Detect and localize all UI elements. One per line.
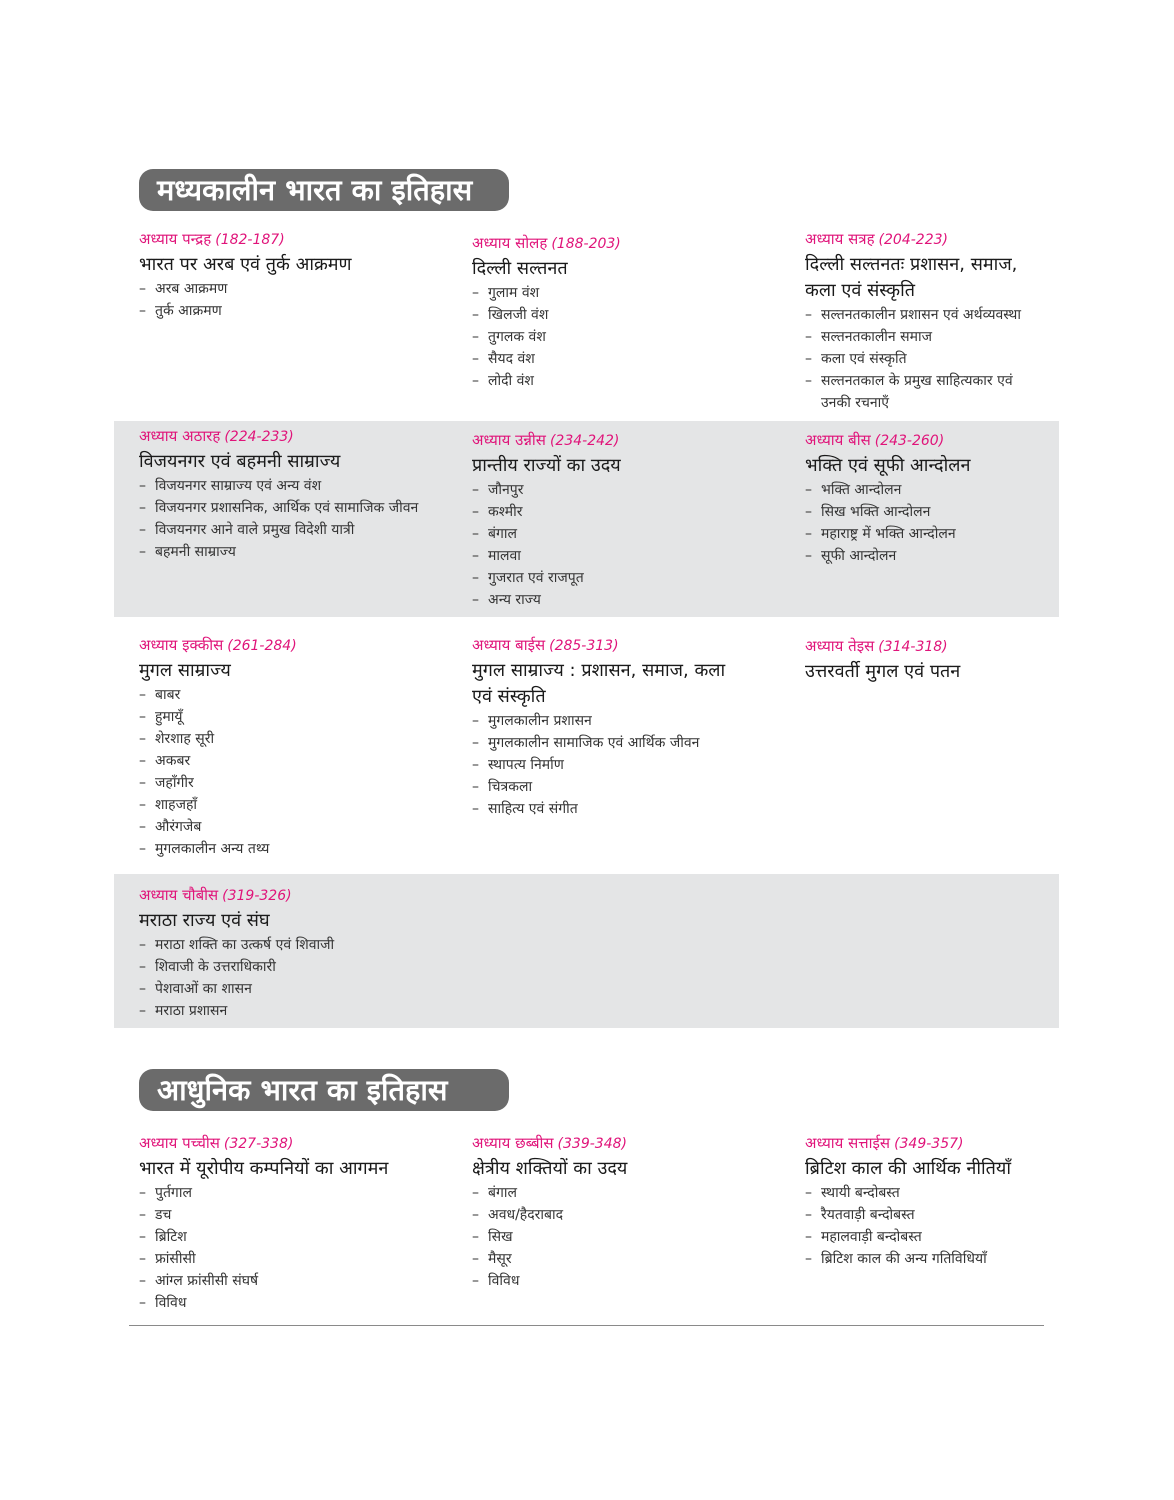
topic-item: – महालवाड़ी बन्दोबस्त [805,1226,1125,1248]
chapter-heading [472,1133,792,1153]
chapter-heading [805,229,1125,249]
topic-item: – विजयनगर आने वाले प्रमुख विदेशी यात्री [139,519,459,541]
topic-item: – मालवा [472,545,792,567]
chapter-heading [472,233,792,253]
topic-list [472,282,792,392]
chapter-title: मुगल साम्राज्य : प्रशासन, समाज, कला [472,660,726,681]
chapter-label: अध्याय बीस [805,431,871,449]
chapter-title: मुगल साम्राज्य [139,660,231,681]
topic-item: – अवध/हैदराबाद [472,1204,792,1226]
topic-item: – अरब आक्रमण [139,278,459,300]
chapter-heading [472,430,792,450]
topic-item: – फ्रांसीसी [139,1248,459,1270]
topic-item: – आंग्ल फ्रांसीसी संघर्ष [139,1270,459,1292]
topic-list [472,1182,792,1292]
topic-item: – पेशवाओं का शासन [139,978,459,1000]
chapter-label: अध्याय पच्चीस [139,1134,220,1152]
topic-item: – गुलाम वंश [472,282,792,304]
topic-list [805,304,1125,414]
chapter-block [472,635,792,820]
topic-item: – मुगलकालीन प्रशासन [472,710,792,732]
chapter-pages: (349-357) [894,1136,964,1152]
chapter-label: अध्याय चौबीस [139,886,219,904]
chapter-block [139,426,459,563]
topic-item: – सल्तनतकाल के प्रमुख साहित्यकार एवं [805,370,1125,392]
topic-item: – बहमनी साम्राज्य [139,541,459,563]
chapter-label: अध्याय सत्ताईस [805,1134,891,1152]
chapter-title: विजयनगर एवं बहमनी साम्राज्य [139,451,341,472]
topic-item: – स्थायी बन्दोबस्त [805,1182,1125,1204]
topic-item: – डच [139,1204,459,1226]
topic-item: – मराठा प्रशासन [139,1000,459,1022]
chapter-block [805,430,1125,567]
chapter-title: भक्ति एवं सूफी आन्दोलन [805,455,971,476]
chapter-label: अध्याय बाईस [472,636,546,654]
chapter-block [139,229,459,322]
chapter-title: मराठा राज्य एवं संघ [139,910,270,931]
chapter-block [805,636,1125,685]
topic-item: – स्थापत्य निर्माण [472,754,792,776]
chapter-block [472,233,792,392]
chapter-pages: (285-313) [549,638,619,654]
topic-item: – विविध [139,1292,459,1314]
topic-item: – मराठा शक्ति का उत्कर्ष एवं शिवाजी [139,934,459,956]
chapter-pages: (188-203) [551,236,621,252]
chapter-title: दिल्ली सल्तनत [472,258,568,279]
chapter-title: एवं संस्कृति [472,686,546,707]
topic-list [139,278,459,322]
chapter-pages: (314-318) [878,639,948,655]
chapter-block [139,1133,459,1314]
topic-item: – खिलजी वंश [472,304,792,326]
topic-item: – शिवाजी के उत्तराधिकारी [139,956,459,978]
topic-item: – शाहजहाँ [139,794,459,816]
topic-item: – भक्ति आन्दोलन [805,479,1125,501]
chapter-label: अध्याय इक्कीस [139,636,224,654]
chapter-pages: (234-242) [549,433,620,449]
topic-item: – शेरशाह सूरी [139,728,459,750]
bottom-divider [129,1325,1044,1326]
topic-item: – हुमायूँ [139,706,459,728]
topic-list [805,1182,1125,1270]
chapter-block [805,229,1125,414]
chapter-heading [139,1133,459,1153]
topic-item: – ब्रिटिश [139,1226,459,1248]
topic-item: – मुगलकालीन सामाजिक एवं आर्थिक जीवन [472,732,792,754]
chapter-title: दिल्ली सल्तनतः प्रशासन, समाज, [805,254,1018,275]
topic-list [139,684,459,860]
topic-item: – तुर्क आक्रमण [139,300,459,322]
chapter-label: अध्याय अठारह [139,427,221,445]
chapter-pages: (204-223) [878,232,948,248]
topic-item: – रैयतवाड़ी बन्दोबस्त [805,1204,1125,1226]
topic-item: – मैसूर [472,1248,792,1270]
topic-list [139,1182,459,1314]
chapter-heading [139,229,459,249]
topic-item: – सूफी आन्दोलन [805,545,1125,567]
chapter-title: क्षेत्रीय शक्तियों का उदय [472,1158,628,1179]
chapter-pages: (319-326) [222,888,292,904]
chapter-block [472,430,792,611]
topic-item: – मुगलकालीन अन्य तथ्य [139,838,459,860]
chapter-block [805,1133,1125,1270]
topic-item: – गुजरात एवं राजपूत [472,567,792,589]
chapter-title: कला एवं संस्कृति [805,280,916,301]
topic-item: – तुगलक वंश [472,326,792,348]
topic-item: – लोदी वंश [472,370,792,392]
topic-item: – कश्मीर [472,501,792,523]
topic-item: – बाबर [139,684,459,706]
chapter-label: अध्याय सत्रह [805,230,875,248]
topic-list [472,479,792,611]
section-heading-medieval: मध्यकालीन भारत का इतिहास [139,169,509,211]
topic-item: – सल्तनतकालीन समाज [805,326,1125,348]
chapter-block [472,1133,792,1292]
topic-item: – सैयद वंश [472,348,792,370]
topic-item: – विजयनगर साम्राज्य एवं अन्य वंश [139,475,459,497]
topic-list [139,934,459,1022]
chapter-title: उत्तरवर्ती मुगल एवं पतन [805,661,961,682]
topic-list [805,479,1125,567]
topic-item: – ब्रिटिश काल की अन्य गतिविधियाँ [805,1248,1125,1270]
topic-item: – पुर्तगाल [139,1182,459,1204]
topic-item: – विविध [472,1270,792,1292]
chapter-heading [805,636,1125,656]
chapter-heading [472,635,792,655]
topic-item: – बंगाल [472,523,792,545]
topic-item: – औरंगजेब [139,816,459,838]
chapter-heading [805,1133,1125,1153]
chapter-pages: (243-260) [874,433,945,449]
topic-item: – साहित्य एवं संगीत [472,798,792,820]
chapter-label: अध्याय तेइस [805,637,875,655]
chapter-pages: (327-338) [223,1136,294,1152]
chapter-title: भारत पर अरब एवं तुर्क आक्रमण [139,254,352,275]
chapter-pages: (339-348) [557,1136,627,1152]
section-heading-modern: आधुनिक भारत का इतिहास [139,1069,509,1111]
topic-item: – सिख [472,1226,792,1248]
chapter-heading [139,885,459,905]
chapter-label: अध्याय सोलह [472,234,548,252]
topic-item: – सिख भक्ति आन्दोलन [805,501,1125,523]
topic-list [472,710,792,820]
topic-item: – महाराष्ट्र में भक्ति आन्दोलन [805,523,1125,545]
chapter-block [139,885,459,1022]
chapter-block [139,635,459,860]
chapter-title: भारत में यूरोपीय कम्पनियों का आगमन [139,1158,389,1179]
topic-item: – बंगाल [472,1182,792,1204]
topic-list [139,475,459,563]
chapter-heading [805,430,1125,450]
chapter-label: अध्याय उन्नीस [472,431,546,449]
chapter-heading [139,635,459,655]
chapter-title: प्रान्तीय राज्यों का उदय [472,455,621,476]
chapter-heading [139,426,459,446]
topic-item: उनकी रचनाएँ [821,395,890,411]
topic-item: – अन्य राज्य [472,589,792,611]
topic-item: – जौनपुर [472,479,792,501]
chapter-pages: (224-233) [224,429,294,445]
chapter-label: अध्याय पन्द्रह [139,230,212,248]
topic-item: – जहाँगीर [139,772,459,794]
chapter-pages: (182-187) [215,232,285,248]
topic-item: – चित्रकला [472,776,792,798]
chapter-pages: (261-284) [227,638,297,654]
chapter-title: ब्रिटिश काल की आर्थिक नीतियाँ [805,1158,1012,1179]
topic-item: – सल्तनतकालीन प्रशासन एवं अर्थव्यवस्था [805,304,1125,326]
topic-item: – कला एवं संस्कृति [805,348,1125,370]
topic-item: – विजयनगर प्रशासनिक, आर्थिक एवं सामाजिक जीवन [139,497,459,519]
topic-item: – अकबर [139,750,459,772]
chapter-label: अध्याय छब्बीस [472,1134,554,1152]
